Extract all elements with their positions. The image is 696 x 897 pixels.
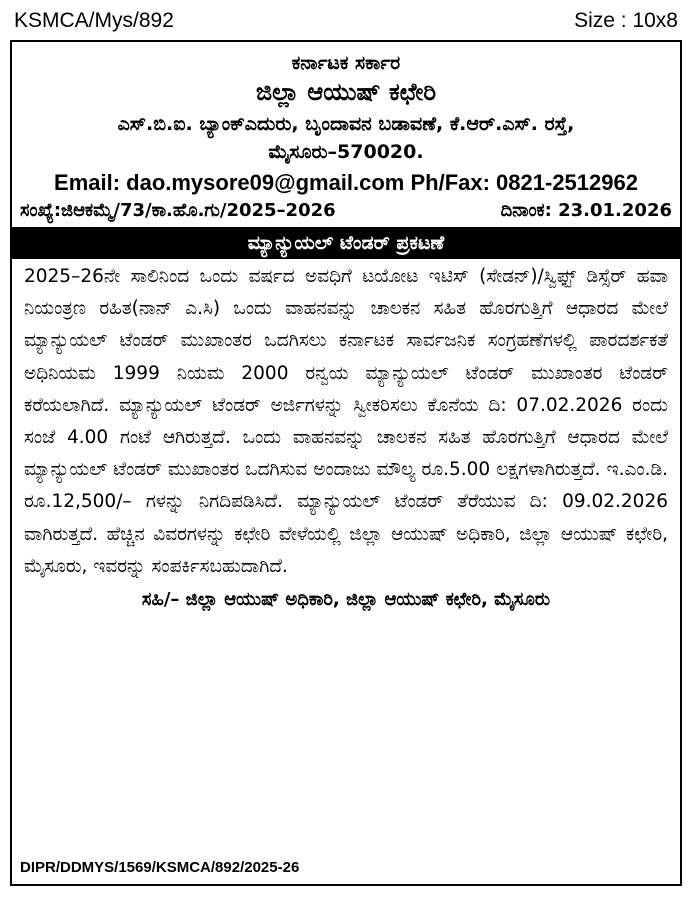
reference-number: ಸಂಖ್ಯೆ:ಜಿಆಕಮ್ಮೆ/73/ಕಾ.ಹೊ.ಗು/2025–2026 bbox=[20, 200, 336, 221]
top-bar bbox=[14, 6, 678, 36]
contact-line: Email: dao.mysore09@gmail.com Ph/Fax: 0821-2512962 bbox=[54, 170, 638, 195]
notice-title-band: ಮ್ಯಾನ್ಯುಯಲ್ ಟೆಂಡರ್ ಪ್ರಕಟಣೆ bbox=[12, 227, 680, 259]
footer-code: DIPR/DDMYS/1569/KSMCA/892/2025-26 bbox=[20, 859, 300, 876]
signature-line: ಸಹಿ/– ಜಿಲ್ಲಾ ಆಯುಷ್ ಅಧಿಕಾರಿ, ಜಿಲ್ಲಾ ಆಯುಷ್ ಕಛೇರಿ, ಮೈಸೂರು bbox=[141, 589, 551, 611]
publication-code: KSMCA/Mys/892 bbox=[14, 9, 174, 32]
notice-frame bbox=[10, 40, 682, 886]
government-title: ಕರ್ನಾಟಕ ಸರ್ಕಾರ bbox=[291, 52, 401, 74]
address-line-1: ಎಸ್.ಬಿ.ಐ. ಬ್ಯಾಂಕ್ಎದುರು, ಬೃಂದಾವನ ಬಡಾವಣೆ, ಕೆ.ಆರ್.ಎಸ್. ರಸ್ತೆ, bbox=[117, 113, 575, 135]
ad-size: Size : 10x8 bbox=[574, 9, 678, 32]
office-title: ಜಿಲ್ಲಾ ಆಯುಷ್ ಕಛೇರಿ bbox=[255, 78, 436, 106]
notice-body: 2025–26ನೇ ಸಾಲಿನಿಂದ ಒಂದು ವರ್ಷದ ಅವಧಿಗೆ ಟಯೋಟ ಇಟಿಸ್ (ಸೇಡನ್)/ಸ್ವಿಫ್ಟ್ ಡಿಸ್ಸೆರ್ ಹವಾ ನಿಯಂತ್ರಣ ರಹಿತ(ನಾನ್ ಎ.ಸಿ) ಒಂದು ವಾಹನವನ್ನು ಚಾಲಕನ ಸಹಿತ ಹೊರಗುತ್ತಿಗೆ ಆಧಾರದ ಮೇಲೆ ಮ್ಯಾನ್ಯುಯಲ್ ಟೆಂಡರ್ ಮುಖಾಂತರ ಒದಗಿಸಲು ಕರ್ನಾಟಕ ಸಾರ್ವಜನಿಕ ಸಂಗ್ರಹಣೆಗಳಲ್ಲಿ ಪಾರದರ್ಶಕತೆ ಅಧಿನಿಯಮ 1999 ನಿಯಮ 2000 ರನ್ವಯ ಮ್ಯಾನ್ಯುಯಲ್ ಟೆಂಡರ್ ಮುಖಾಂತರ ಟೆಂಡರ್ ಕರೆಯಲಾಗಿದೆ. ಮ್ಯಾನ್ಯುಯಲ್ ಟೆಂಡರ್ ಅರ್ಜಿಗಳನ್ನು ಸ್ವೀಕರಿಸಲು ಕೊನೆಯ ದಿ: 07.02.2026 ರಂದು ಸಂಜೆ 4.00 ಗಂಟೆ ಆಗಿರುತ್ತದೆ. ಒಂದು ವಾಹನವನ್ನು ಚಾಲಕನ ಸಹಿತ ಹೊರಗುತ್ತಿಗೆ ಆಧಾರದ ಮೇಲೆ ಮ್ಯಾನ್ಯುಯಲ್ ಟೆಂಡರ್ ಮುಖಾಂತರ ಒದಗಿಸುವ ಅಂದಾಜು ಮೌಲ್ಯ ರೂ.5.00 ಲಕ್ಷಗಳಾಗಿರುತ್ತದೆ. ಇ.ಎಂ.ಡಿ. ರೂ.12,500/– ಗಳನ್ನು ನಿಗದಿಪಡಿಸಿದೆ. ಮ್ಯಾನ್ಯುಯಲ್ ಟೆಂಡರ್ ತೆರೆಯುವ ದಿ: 09.02.2026 ವಾಗಿರುತ್ತದೆ. ಹೆಚ್ಚಿನ ವಿವರಗಳನ್ನು ಕಛೇರಿ ವೇಳೆಯಲ್ಲಿ ಜಿಲ್ಲಾ ಆಯುಷ್ ಅಧಿಕಾರಿ, ಜಿಲ್ಲಾ ಆಯುಷ್ ಕಛೇರಿ, ಮೈಸೂರು, ಇವರನ್ನು ಸಂಪರ್ಕಿಸಬಹುದಾಗಿದೆ. bbox=[24, 266, 668, 577]
reference-line bbox=[12, 196, 680, 221]
notice-date: ದಿನಾಂಕ: 23.01.2026 bbox=[500, 200, 672, 221]
address-line-2: ಮೈಸೂರು–570020. bbox=[268, 141, 424, 163]
